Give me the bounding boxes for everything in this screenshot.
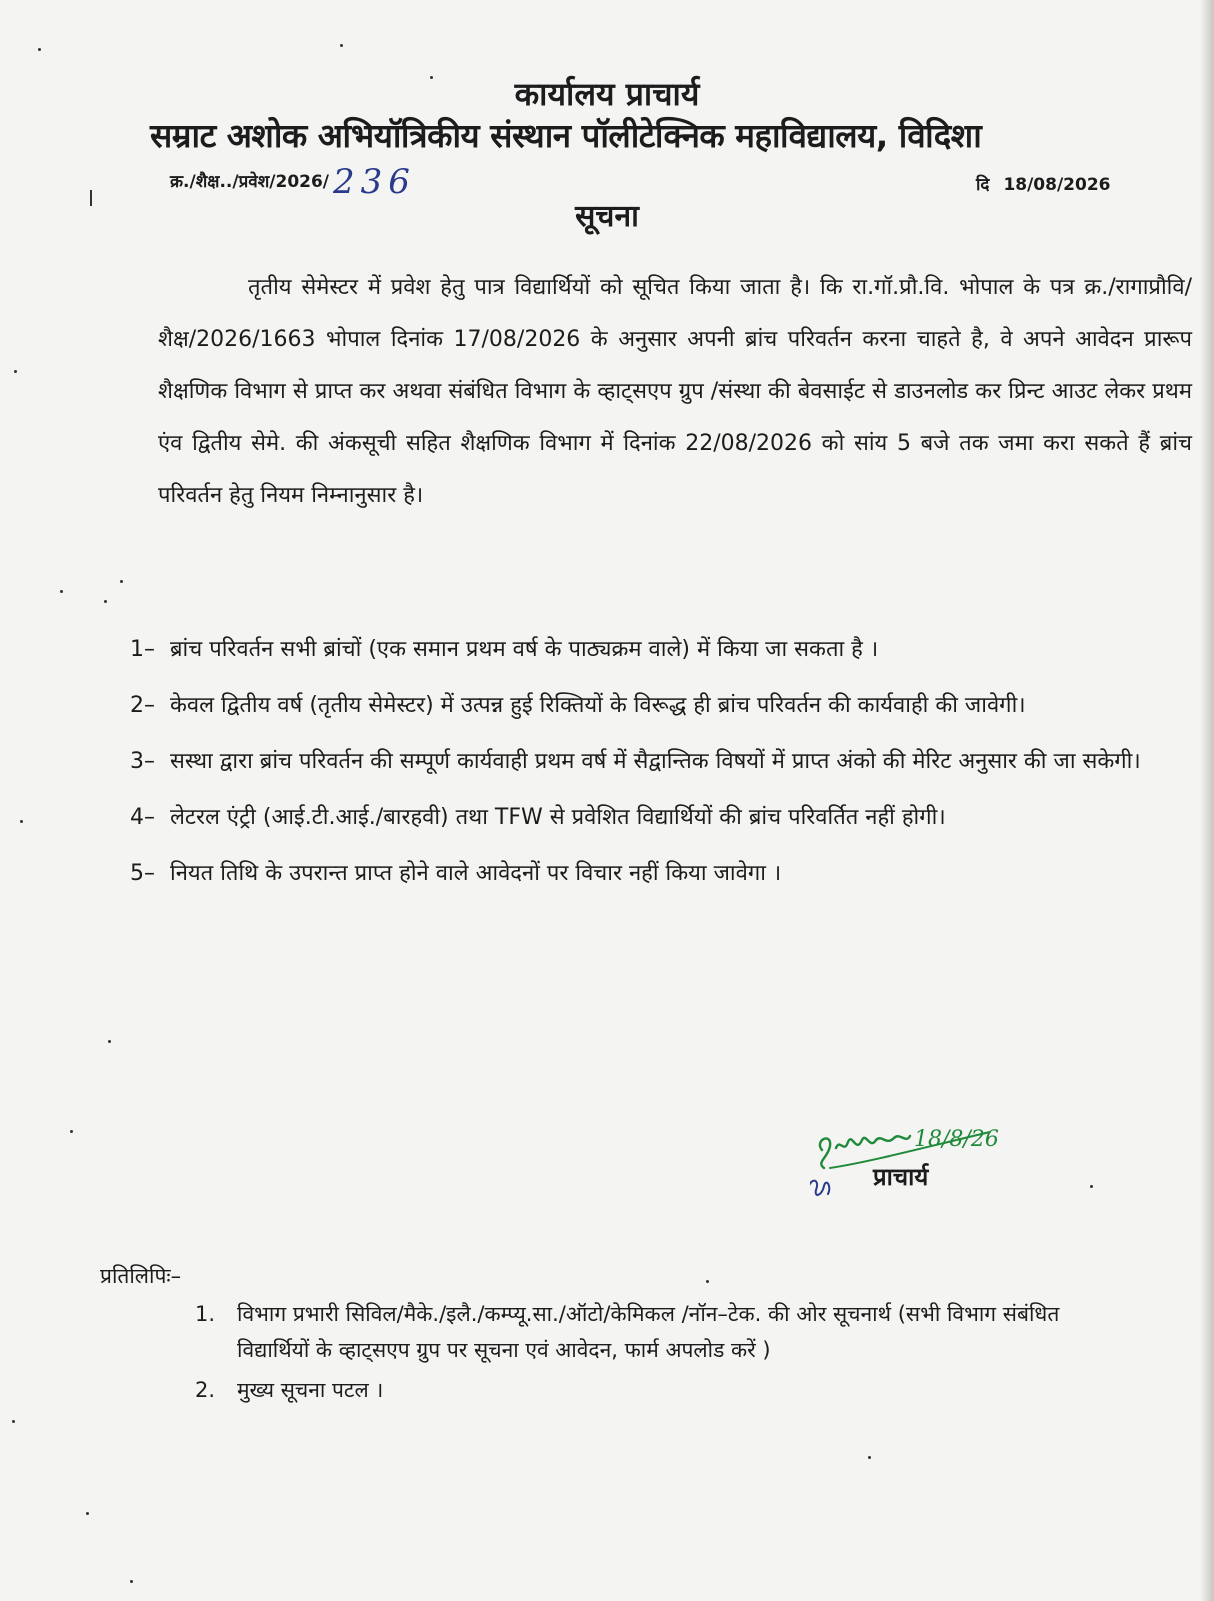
scan-speck	[108, 1040, 111, 1043]
scan-speck	[1090, 1185, 1093, 1188]
signatory-title: प्राचार्य	[873, 1163, 929, 1191]
date-prefix: दि	[976, 175, 990, 195]
notice-title: सूचना	[575, 199, 639, 234]
scan-speck	[14, 370, 17, 373]
paper-edge-shadow	[1200, 0, 1214, 1601]
scan-speck	[38, 48, 41, 51]
date-value: 18/08/2026	[1003, 175, 1111, 195]
rule-number: 5–	[130, 861, 155, 886]
copy-to-item	[195, 1372, 1115, 1408]
scan-speck	[868, 1456, 871, 1459]
scan-speck	[706, 1280, 709, 1283]
rule-item	[130, 793, 1190, 843]
scan-speck	[90, 190, 92, 206]
copy-text: मुख्य सूचना पटल ।	[237, 1378, 384, 1402]
rule-item	[130, 737, 1190, 787]
signature-date: 18/8/26	[914, 1127, 999, 1152]
issue-date	[976, 172, 1110, 195]
rule-item	[130, 625, 1190, 675]
scan-speck	[130, 1580, 133, 1583]
rule-text: लेटरल एंट्री (आई.टी.आई./बारहवी) तथा TFW से प्रवेशित विद्यार्थियों की ब्रांच परिवर्तित नहीं होगी।	[170, 805, 946, 830]
rule-text: सस्था द्वारा ब्रांच परिवर्तन की सम्पूर्ण कार्यवाही प्रथम वर्ष में सैद्वान्तिक विषयों में प्राप्त अंको की मेरिट अनुसार की जा सकेगी।	[170, 749, 1141, 774]
scan-speck	[104, 600, 107, 603]
rule-number: 1–	[130, 637, 155, 662]
copy-number: 1.	[195, 1302, 216, 1326]
copy-number: 2.	[195, 1378, 216, 1402]
rule-number: 4–	[130, 805, 155, 830]
rule-text: केवल द्वितीय वर्ष (तृतीय सेमेस्टर) में उत्पन्न हुई रिक्तियों के विरूद्ध ही ब्रांच परिवर्तन की कार्यवाही की जावेगी।	[170, 693, 1026, 718]
scan-speck	[340, 44, 343, 47]
scan-speck	[86, 1512, 89, 1515]
copy-to-list	[195, 1296, 1115, 1412]
scan-speck	[20, 820, 23, 823]
copy-to-label: प्रतिलिपिः–	[100, 1264, 182, 1288]
scan-speck	[60, 590, 63, 593]
rule-item	[130, 849, 1190, 899]
scan-speck	[120, 580, 123, 583]
scan-speck	[12, 1420, 15, 1423]
rule-text: ब्रांच परिवर्तन सभी ब्रांचों (एक समान प्रथम वर्ष के पाठ्यक्रम वाले) में किया जा सकता है ।	[170, 637, 879, 662]
rule-number: 3–	[130, 749, 155, 774]
scan-speck	[70, 1130, 73, 1133]
copy-to-item	[195, 1296, 1115, 1368]
notice-body: तृतीय सेमेस्टर में प्रवेश हेतु पात्र विद्यार्थियों को सूचित किया जाता है। कि रा.गॉ.प्रौ.वि. भोपाल के पत्र क्र./रागाप्रौवि/शैक्ष/2026/1663 भोपाल दिनांक 17/08/2026 के अनुसार अपनी ब्रांच परिवर्तन करना चाहते है, वे अपने आवेदन प्रारूप शैक्षणिक विभाग से प्राप्त कर अथवा संबंधित विभाग के व्हाट्सएप ग्रुप /संस्था की बेवसाईट से डाउनलोड कर प्रिन्ट आउट लेकर प्रथम एंव द्वितीय सेमे. की अंकसूची सहित शैक्षणिक विभाग में दिनांक 22/08/2026 को सांय 5 बजे तक जमा करा सकते हैं ब्रांच परिवर्तन हेतु नियम निम्नानुसार है।	[158, 275, 1192, 508]
copy-text: विभाग प्रभारी सिविल/मैके./इलै./कम्प्यू.सा./ऑटो/केमिकल /नॉन–टेक. की ओर सूचनार्थ (सभी विभाग संबंधित विद्यार्थियों के व्हाट्सएप ग्रुप पर सूचना एवं आवेदन, फार्म अपलोड करें )	[237, 1302, 1060, 1362]
institute-name: सम्राट अशोक अभियॉत्रिकीय संस्थान पॉलीटेक्निक महाविद्यालय, विदिशा	[150, 116, 982, 155]
rule-number: 2–	[130, 693, 155, 718]
rule-text: नियत तिथि के उपरान्त प्राप्त होने वाले आवेदनों पर विचार नहीं किया जावेगा ।	[170, 861, 782, 886]
scan-speck	[430, 76, 433, 79]
reference-prefix: क्र./शैक्ष../प्रवेश/2026/	[170, 172, 330, 192]
rules-list	[130, 625, 1190, 905]
rule-item	[130, 681, 1190, 731]
office-heading: कार्यालय प्राचार्य	[514, 75, 700, 113]
reference-handwritten-number: 236	[333, 162, 416, 202]
